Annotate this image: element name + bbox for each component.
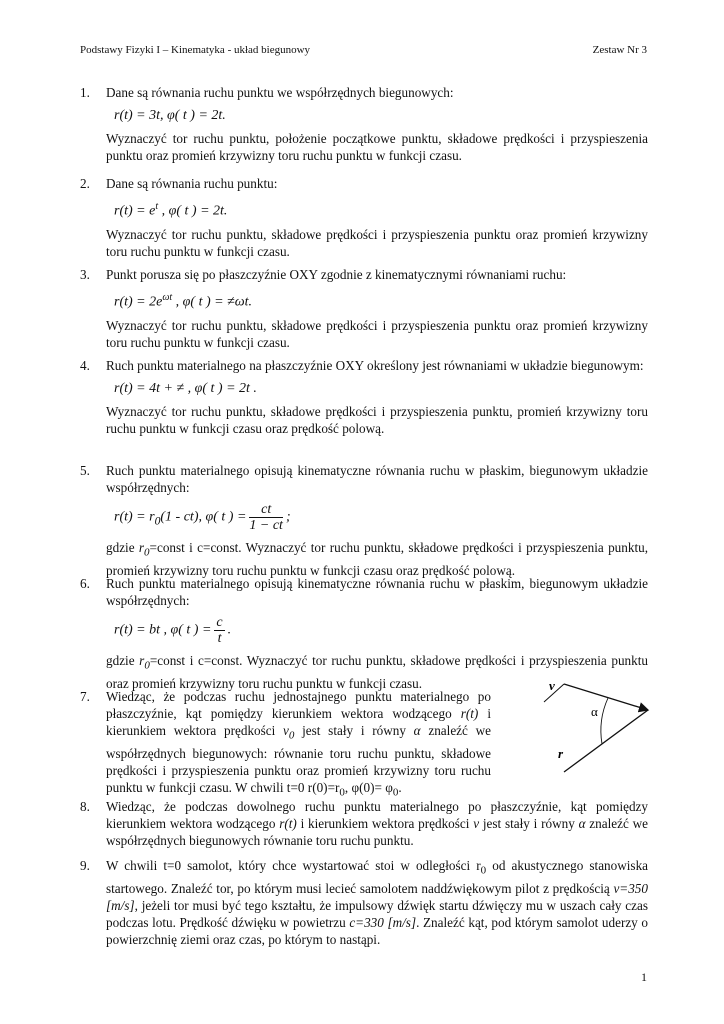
problem-text: Wyznaczyć tor ruchu punktu, składowe prędkości i przyspieszenia punktu, promień krzywizny toru ruchu punktu w funkcji czasu oraz prędkość polową. — [106, 404, 648, 436]
equation — [114, 198, 648, 220]
problem-number: 8. — [80, 799, 90, 814]
equation — [114, 615, 648, 646]
text-part: od akustycznego stanowiska startowego. Znaleźć tor, po którym musi lecieć samolotem naddźwiękowym pilot z prędkością — [106, 858, 649, 896]
text-part: znaleźć we współrzędnych biegunowych równanie toru ruchu punktu. — [106, 816, 648, 848]
text-part: , jeżeli tor musi być tego kształtu, że impulsowy dźwięk startu dźwięczy mu w uszach cały czas podczas lotu. Prędkość dźwięku w powietrzu — [106, 897, 648, 930]
velocity-vector-line — [564, 684, 648, 710]
problem-intro: Dane są równania ruchu punktu we współrzędnych biegunowych: — [106, 85, 454, 100]
symbol-subscript: 0 — [144, 546, 150, 559]
symbol-subscript: 0 — [392, 786, 399, 799]
label-r: r — [558, 746, 564, 761]
page-number: 1 — [641, 970, 647, 984]
text-part: gdzie — [106, 540, 139, 555]
eq-part: (1 - ct), φ( t ) = — [160, 509, 247, 525]
eq-part: . — [227, 622, 232, 638]
text-part: W chwili t=0 samolot, który chce wystartować stoi w odległości r — [106, 858, 481, 873]
text-part: i kierunkiem wektora prędkości — [296, 816, 474, 831]
symbol-subscript: 0 — [480, 864, 487, 877]
problem-number: 5. — [80, 463, 90, 478]
symbol-subscript: 0 — [144, 659, 150, 672]
problem-8 — [80, 798, 648, 849]
problem-number: 6. — [80, 576, 90, 591]
text-part: Wiedząc, że podczas dowolnego ruchu punktu materialnego po płaszczyźnie, kąt pomiędzy kierunkiem wektora wodzącego — [106, 799, 648, 831]
problem-number: 3. — [80, 267, 90, 282]
problem-text — [106, 688, 491, 801]
problem-text — [106, 798, 648, 849]
text-part: . Znaleźć kąt, pod którym samolot uderzy o powierzchnię ziemi oraz czas, po którym to nastąpi. — [106, 914, 648, 947]
problem-5 — [80, 462, 648, 579]
eq-superscript: t — [155, 201, 159, 212]
fraction-denominator: 1 − ct — [249, 518, 283, 533]
text-part: znaleźć we współrzędnych biegunowych: równanie toru ruchu punktu, składowe prędkości i przyspieszenia punktu oraz promień krzywizny toru ruchu punktu w funkcji czasu. W chwili t=0 r(0)=r — [106, 723, 491, 795]
problem-number: 1. — [80, 85, 90, 100]
problem-number: 4. — [80, 358, 90, 373]
value-sound-speed: c=330 [m/s] — [349, 914, 417, 930]
eq-part: , φ( t ) = ≠ωt. — [172, 294, 253, 310]
symbol-r0: r — [138, 540, 145, 555]
symbol-v: v — [283, 723, 289, 738]
value-velocity: v=350 [m/s] — [106, 880, 648, 913]
problem-text: Wyznaczyć tor ruchu punktu, składowe prędkości i przyspieszenia punktu oraz promień krzywizny toru ruchu punktu w funkcji czasu. — [106, 317, 648, 350]
symbol-r0: r — [139, 653, 145, 668]
problem-1 — [80, 84, 648, 164]
problem-2 — [80, 175, 648, 260]
angle-arc — [601, 698, 608, 744]
text-part: =const i c=const. Wyznaczyć tor ruchu punktu, składowe prędkości i przyspieszenia punktu, promień krzywizny toru ruchu punktu w funkcji czasu oraz prędkość polową. — [106, 540, 648, 578]
problem-number: 2. — [80, 176, 90, 191]
symbol-rt: r(t) — [460, 706, 479, 721]
fraction — [249, 502, 283, 533]
eq-part: r(t) = 2e — [114, 294, 163, 310]
equation: r(t) = 3t, φ( t ) = 2t. — [114, 108, 226, 123]
symbol-v: v — [473, 816, 480, 831]
text-part: Wiedząc, że podczas ruchu jednostajnego punktu materialnego po płaszczyźnie, kąt pomiędzy kierunkiem wektora wodzącego — [106, 689, 491, 721]
problem-3 — [80, 266, 648, 351]
fraction-denominator: t — [217, 631, 222, 646]
problem-text: Wyznaczyć tor ruchu punktu, położenie początkowe punktu, składowe prędkości i przyspieszenia punktu oraz promień krzywizny toru ruchu punktu w funkcji czasu. — [106, 131, 648, 163]
eq-part: r(t) = r — [114, 509, 155, 525]
problem-intro: Dane są równania ruchu punktu: — [106, 176, 278, 191]
problem-intro: Ruch punktu materialnego opisują kinematyczne równania ruchu w płaskim, biegunowym układzie współrzędnych: — [106, 463, 648, 495]
vector-angle-diagram — [536, 674, 656, 774]
text-part: gdzie — [106, 653, 140, 668]
problem-4 — [80, 357, 648, 437]
symbol-alpha: α — [413, 723, 421, 738]
problem-number: 9. — [80, 858, 90, 873]
problem-text: Wyznaczyć tor ruchu punktu, składowe prędkości i przyspieszenia punktu oraz promień krzywizny toru ruchu punktu w funkcji czasu. — [106, 226, 648, 259]
text-part: jest stały i równy — [294, 723, 414, 738]
label-alpha: α — [591, 704, 598, 719]
problem-text — [106, 539, 648, 579]
eq-part: , φ( t ) = 2t. — [158, 203, 228, 219]
label-v: v — [549, 678, 555, 693]
header-title: Podstawy Fizyki I – Kinematyka - układ biegunowy — [80, 44, 311, 56]
problem-intro: Punkt porusza się po płaszczyźnie OXY zgodnie z kinematycznymi równaniami ruchu: — [106, 267, 567, 282]
eq-part: ; — [285, 509, 291, 525]
problem-intro: Ruch punktu materialnego opisują kinematyczne równania ruchu w płaskim, biegunowym układzie współrzędnych: — [106, 576, 648, 608]
symbol-alpha: α — [578, 816, 586, 831]
problem-text — [106, 857, 648, 948]
text-part: i kierunkiem wektora prędkości — [106, 706, 491, 738]
equation — [114, 289, 648, 311]
problem-intro: Ruch punktu materialnego na płaszczyźnie OXY określony jest równaniami w układzie biegunowym: — [106, 358, 644, 373]
eq-superscript: ωt — [162, 292, 173, 303]
eq-subscript: 0 — [154, 514, 161, 528]
problem-number: 7. — [80, 689, 90, 704]
eq-part: r(t) = e — [114, 203, 156, 219]
radius-vector-line — [564, 710, 648, 772]
text-part: , φ(0)= φ — [344, 779, 393, 795]
equation — [114, 502, 648, 533]
symbol-subscript: 0 — [288, 729, 295, 742]
fraction-numerator: c — [216, 615, 223, 630]
eq-part: r(t) = bt , φ( t ) = — [114, 622, 212, 638]
problem-9 — [80, 857, 648, 948]
symbol-rt: r(t) — [279, 816, 297, 831]
text-part: =const i c=const. Wyznaczyć tor ruchu punktu, składowe prędkości i przyspieszenia punktu oraz promień krzywizny toru ruchu punktu w funkcji czasu. — [106, 653, 648, 691]
text-part: . — [398, 779, 402, 795]
fraction — [214, 615, 224, 646]
equation: r(t) = 4t + ≠ , φ( t ) = 2t . — [114, 381, 257, 396]
symbol-subscript: 0 — [339, 786, 345, 799]
text-part: jest stały i równy — [479, 816, 579, 831]
header-set-number: Zestaw Nr 3 — [592, 44, 647, 56]
fraction-numerator: ct — [249, 502, 283, 518]
